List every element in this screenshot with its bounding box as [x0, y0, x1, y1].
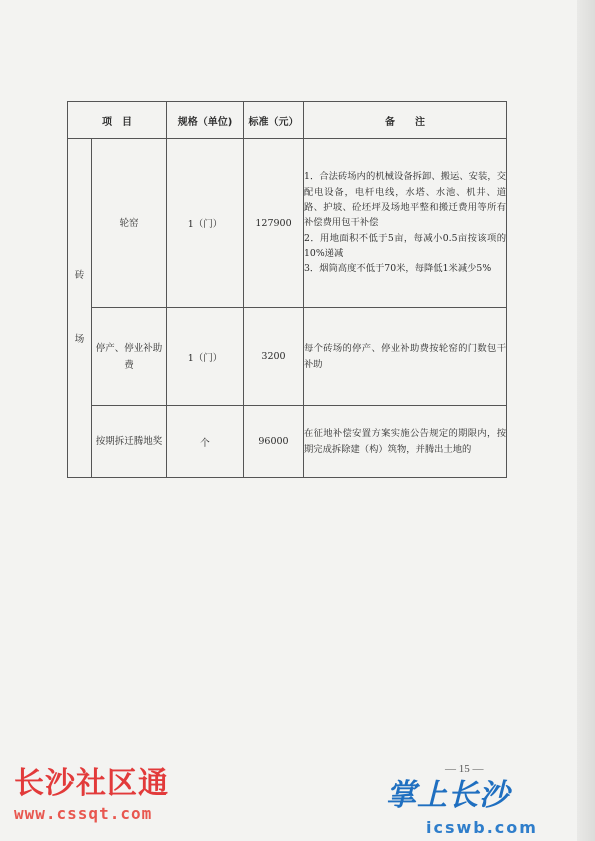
spec-value: 1（门） — [167, 308, 244, 406]
spec-value: 个 — [167, 406, 244, 478]
note-line: 3．烟筒高度不低于70米，每降低1米减少5% — [304, 263, 492, 275]
notes-cell — [304, 308, 507, 406]
notes-cell — [304, 139, 507, 308]
item-name: 轮窑 — [92, 139, 167, 308]
note-line: 2．用地面积不低于5亩，每减小0.5亩按该项的10%递减 — [304, 232, 506, 259]
standard-value: 127900 — [244, 139, 304, 308]
spec-value: 1（门） — [167, 139, 244, 308]
table-row — [68, 308, 507, 406]
table-row — [68, 139, 507, 308]
table-row — [68, 406, 507, 478]
header-notes: 备 注 — [304, 102, 507, 139]
page-number: — 15 — — [445, 763, 484, 775]
watermark-left — [14, 768, 169, 823]
watermark-left-url: www.cssqt.com — [14, 804, 153, 823]
compensation-table — [67, 101, 507, 478]
category-char: 场 — [74, 334, 85, 345]
standard-value: 3200 — [244, 308, 304, 406]
category-char: 砖 — [74, 270, 85, 281]
notes-cell — [304, 406, 507, 478]
note-line: 在征地补偿安置方案实施公告规定的期限内，按期完成拆除建（构）筑物，并腾出土地的 — [304, 428, 506, 455]
watermark-left-title: 长沙社区通 — [14, 766, 169, 801]
standard-value: 96000 — [244, 406, 304, 478]
table-header-row — [68, 102, 507, 139]
watermark-right-title: 掌上长沙 — [386, 778, 510, 813]
watermark-right-url: icswb.com — [426, 818, 538, 837]
header-item: 项 目 — [68, 102, 167, 139]
page-edge-shadow — [577, 0, 595, 841]
category-cell — [68, 139, 92, 478]
note-line: 每个砖场的停产、停业补助费按轮窑的门数包干补助 — [304, 343, 506, 370]
item-name: 按期拆迁腾地奖 — [92, 406, 167, 478]
header-spec: 规格（单位) — [167, 102, 244, 139]
item-name: 停产、停业补助费 — [92, 308, 167, 406]
header-standard: 标准（元） — [244, 102, 304, 139]
watermark-right — [386, 778, 538, 837]
note-line: 1．合法砖场内的机械设备拆卸、搬运、安装，交配电设备，电杆电线，水塔、水池、机井、道路、护坡、砼坯坪及场地平整和搬迁费用等所有补偿费用包干补偿 — [304, 171, 506, 229]
